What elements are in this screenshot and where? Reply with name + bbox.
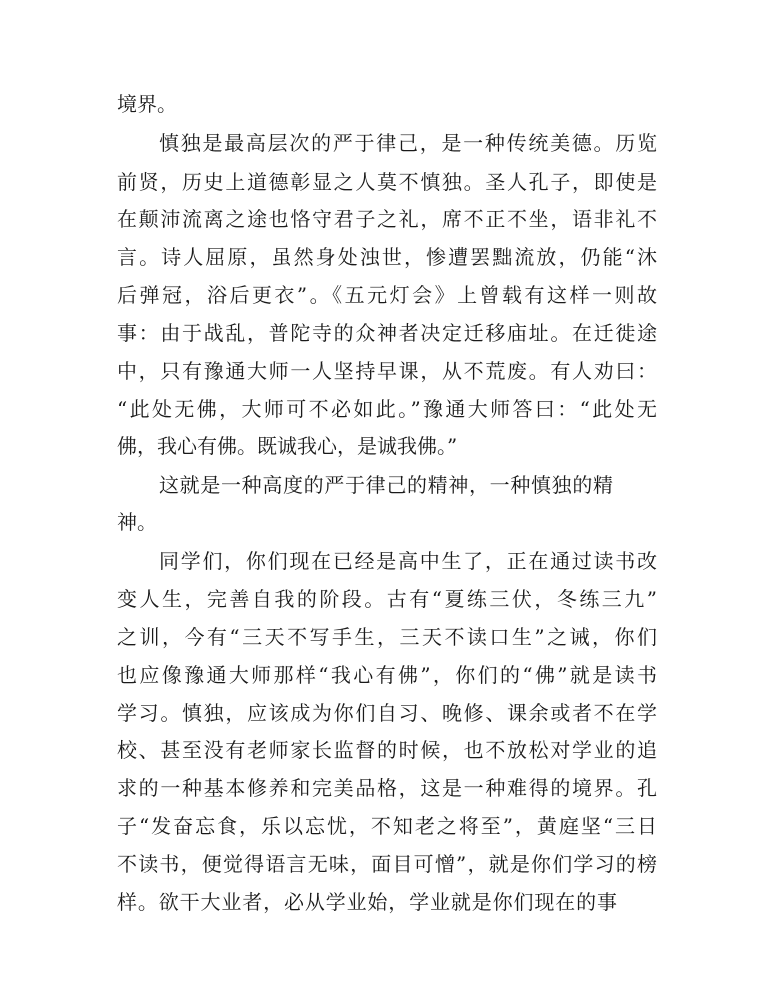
text-line-22: 样。欲干大业者，必从学业始，学业就是你们现在的事 bbox=[117, 890, 617, 914]
text-line-16: 也应像豫通大师那样“我心有佛”，你们的“佛”就是读书 bbox=[117, 663, 657, 687]
text-line-6: 后弹冠，浴后更衣”。《五元灯会》上曾载有这样一则故 bbox=[117, 283, 657, 307]
text-line-5: 言。诗人屈原，虽然身处浊世，惨遭罢黜流放，仍能“沐 bbox=[117, 245, 657, 269]
text-line-2: 慎独是最高层次的严于律己，是一种传统美德。历览 bbox=[159, 131, 657, 155]
text-line-9: “此处无佛，大师可不必如此。”豫通大师答曰：“此处无 bbox=[117, 397, 657, 421]
text-line-18: 校、甚至没有老师家长监督的时候，也不放松对学业的追 bbox=[117, 738, 657, 762]
text-line-3: 前贤，历史上道德彰显之人莫不慎独。圣人孔子，即使是 bbox=[117, 170, 657, 194]
text-line-20: 子“发奋忘食，乐以忘忧，不知老之将至”，黄庭坚“三日 bbox=[117, 814, 657, 838]
text-line-14: 变人生，完善自我的阶段。古有“夏练三伏，冬练三九” bbox=[117, 587, 657, 611]
text-line-7: 事：由于战乱，普陀寺的众神者决定迁移庙址。在迁徙途 bbox=[117, 321, 657, 345]
text-line-1: 境界。 bbox=[117, 92, 177, 116]
text-line-17: 学习。慎独，应该成为你们自习、晚修、课余或者不在学 bbox=[117, 701, 657, 725]
text-line-21: 不读书，便觉得语言无味，面目可憎”，就是你们学习的榜 bbox=[117, 852, 657, 876]
text-line-10: 佛，我心有佛。既诚我心，是诚我佛。” bbox=[117, 434, 458, 458]
text-line-4: 在颠沛流离之途也恪守君子之礼，席不正不坐，语非礼不 bbox=[117, 207, 657, 231]
text-line-11: 这就是一种高度的严于律己的精神，一种慎独的精 bbox=[159, 473, 613, 497]
text-line-8: 中，只有豫通大师一人坚持早课，从不荒废。有人劝曰： bbox=[117, 359, 657, 383]
text-line-15: 之训，今有“三天不写手生，三天不读口生”之诫，你们 bbox=[117, 625, 657, 649]
text-line-13: 同学们，你们现在已经是高中生了，正在通过读书改 bbox=[159, 549, 657, 573]
text-line-12: 神。 bbox=[117, 510, 157, 534]
text-line-19: 求的一种基本修养和完美品格，这是一种难得的境界。孔 bbox=[117, 776, 657, 800]
